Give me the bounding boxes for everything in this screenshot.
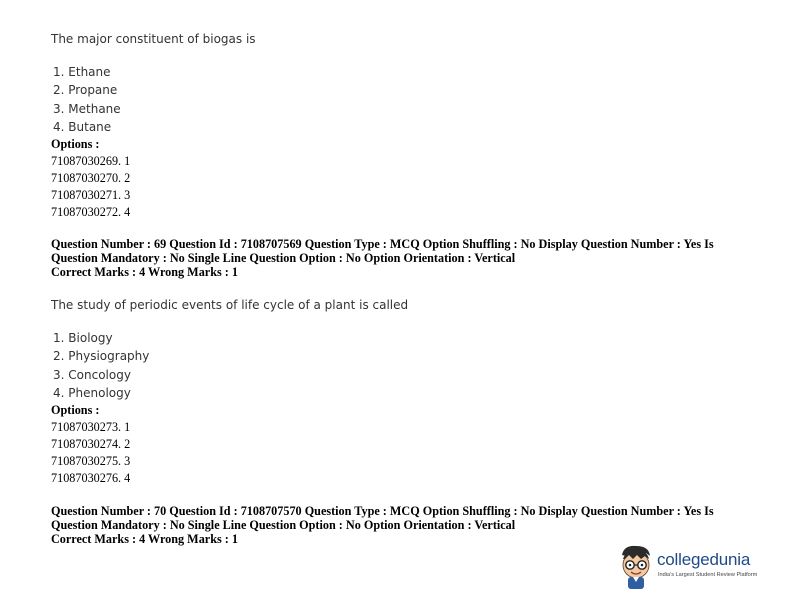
option-id: 71087030272. 4	[51, 205, 131, 220]
choice-number: 3.	[53, 367, 65, 382]
choice-number: 2.	[53, 349, 65, 364]
meta-line: Question Mandatory : No Single Line Question Option : No Option Orientation : Vertical	[51, 251, 516, 266]
choice-item	[51, 118, 771, 136]
choice-number: 1.	[53, 331, 65, 345]
choice-label: Methane	[68, 101, 121, 116]
question-text: The study of periodic events of life cycle of a plant is called	[51, 298, 409, 312]
logo-wordmark: collegedunia	[657, 550, 751, 569]
choice-list	[51, 63, 771, 136]
question-68	[51, 32, 771, 221]
choice-item	[51, 347, 771, 365]
choice-label: Butane	[68, 119, 112, 134]
options-title: Options :	[51, 137, 100, 152]
choice-number: 3.	[53, 101, 65, 116]
options-title: Options :	[51, 403, 100, 418]
option-id: 71087030274. 2	[51, 437, 131, 452]
choice-label: Propane	[68, 83, 118, 98]
choice-label: Concology	[68, 367, 131, 382]
option-id: 71087030271. 3	[51, 188, 131, 203]
choice-label: Physiography	[68, 349, 150, 364]
choice-label: Ethane	[68, 65, 111, 79]
choice-number: 4.	[53, 119, 65, 134]
choice-number: 4.	[53, 385, 65, 400]
choice-item	[51, 63, 771, 81]
choice-number: 2.	[53, 83, 65, 98]
marks-line: Correct Marks : 4 Wrong Marks : 1	[51, 532, 238, 547]
question-text: The major constituent of biogas is	[51, 32, 256, 46]
marks-line: Correct Marks : 4 Wrong Marks : 1	[51, 265, 238, 280]
option-id: 71087030270. 2	[51, 171, 131, 186]
collegedunia-logo	[616, 541, 776, 591]
question-69	[51, 298, 771, 487]
choice-item	[51, 366, 771, 384]
choice-label: Biology	[68, 331, 113, 345]
option-id: 71087030275. 3	[51, 454, 131, 469]
option-id: 71087030269. 1	[51, 154, 131, 169]
choice-item	[51, 329, 771, 347]
question-69-meta	[51, 237, 751, 280]
choice-number: 1.	[53, 65, 65, 79]
choice-list	[51, 329, 771, 402]
option-id: 71087030276. 4	[51, 471, 131, 486]
meta-line: Question Number : 70 Question Id : 7108707570 Question Type : MCQ Option Shuffling : No Display Question Number : Yes Is	[51, 504, 714, 518]
mascot-avatar-icon	[616, 541, 656, 591]
choice-item	[51, 100, 771, 118]
choice-label: Phenology	[68, 385, 131, 400]
choice-item	[51, 384, 771, 402]
option-id: 71087030273. 1	[51, 420, 131, 435]
logo-tagline: India's Largest Student Review Platform	[658, 572, 758, 578]
meta-line: Question Number : 69 Question Id : 7108707569 Question Type : MCQ Option Shuffling : No Display Question Number : Yes Is	[51, 237, 714, 251]
meta-line: Question Mandatory : No Single Line Question Option : No Option Orientation : Vertical	[51, 518, 516, 533]
choice-item	[51, 81, 771, 99]
